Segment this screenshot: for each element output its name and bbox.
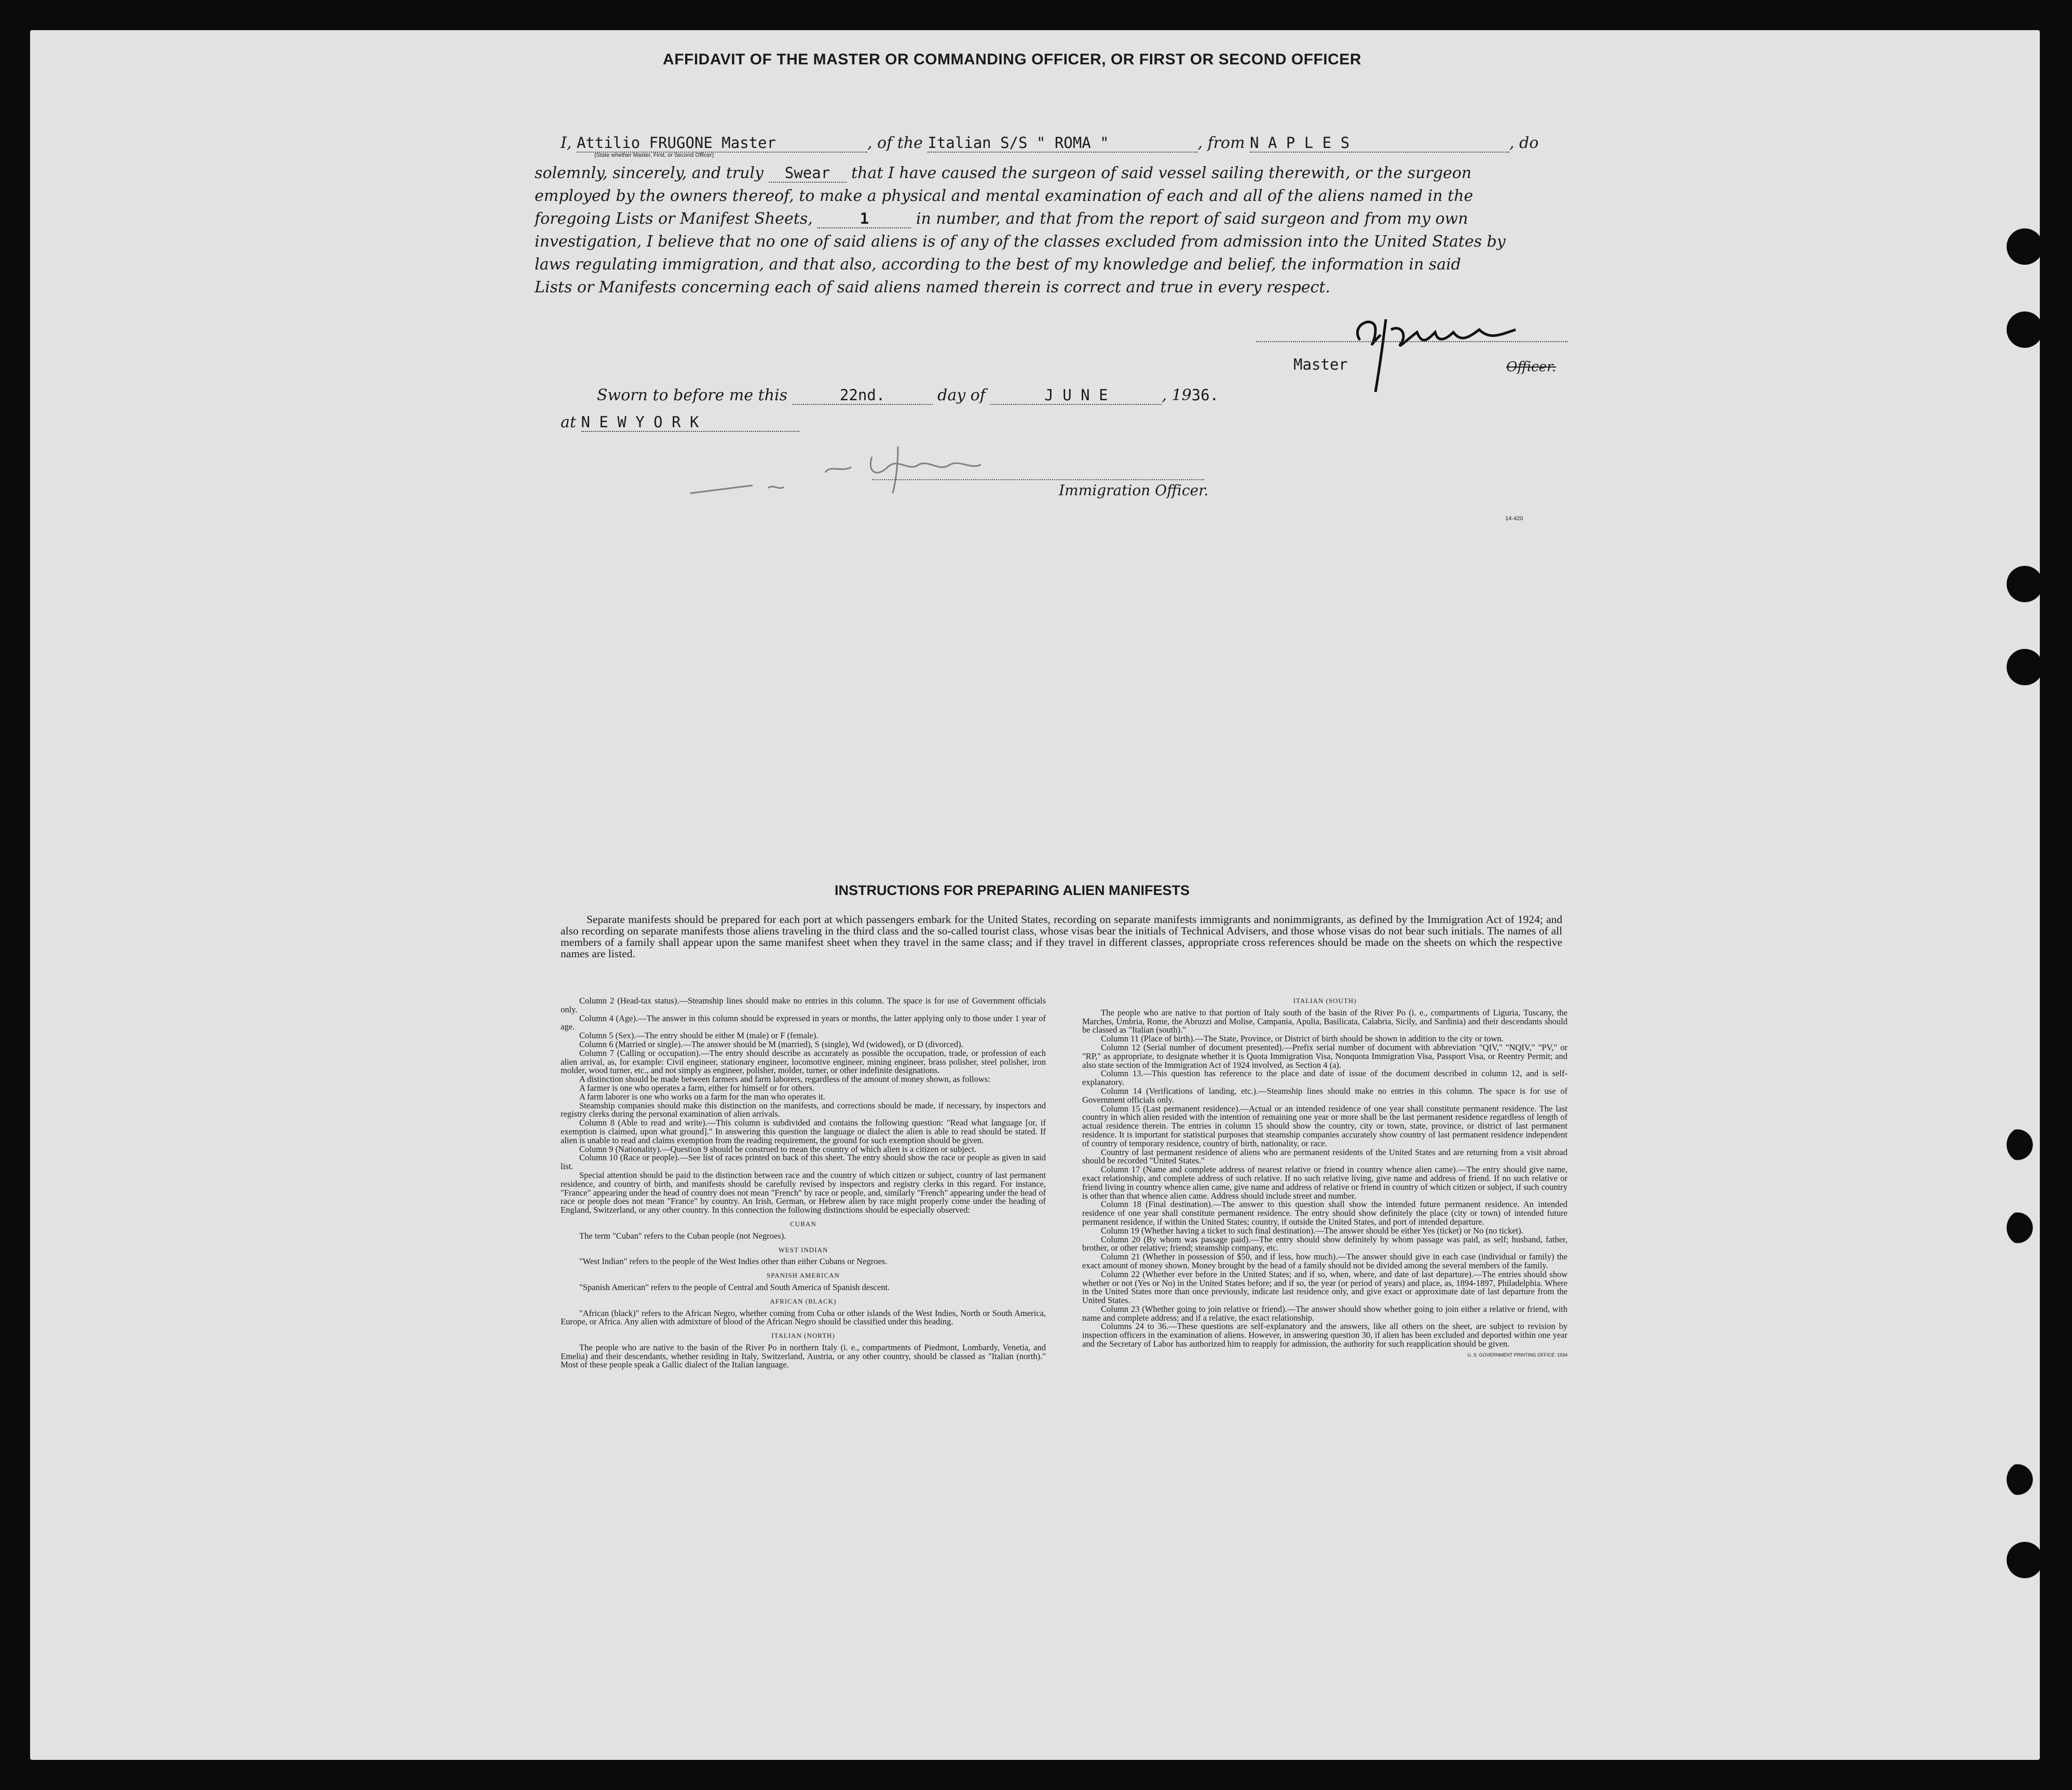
- instruction-paragraph: Column 15 (Last permanent residence).—Actual or an intended residence of one year shall constitute permanent residence. The last country in which alien resided with the intention of remaining one year or more shall be the last permanent residence regardless of length of actual residence therein. The entries in column 15 should show the country, city or town, state, province, or district of last permanent residence. It is important for statistical purposes that steamship companies accurately show country of last permanent residence independent of country of temporary residence, country of birth, nationality, or race.: [1082, 1103, 1567, 1148]
- instruction-paragraph: Column 21 (Whether in possession of $50, and if less, how much).—The answer should give in each case (individual or family) the exact amount of money shown. Money brought by the head of a family should not be divided among the several members of the family.: [1082, 1252, 1567, 1270]
- immigration-officer-signature: [680, 436, 991, 509]
- instruction-paragraph: Column 6 (Married or single).—The answer should be M (married), S (single), Wd (widowed), or D (divorced).: [579, 1039, 963, 1049]
- month-field: J U N E: [990, 386, 1162, 405]
- instruction-paragraph: Column 12 (Serial number of document presented).—Prefix serial number of document with abbreviation "QIV," "NQIV," "PV," or "RP," as appropriate, to designate whether it is Quota Immigration Visa, Nonquota Immigration Visa, Passport Visa, or Reentry Permit; and also state section of the Immigration Act of 1924 involved, as Section 4 (a).: [1082, 1042, 1567, 1070]
- instruction-paragraph: Column 11 (Place of birth).—The State, Province, or District of birth should be shown in addition to the city or town.: [1101, 1034, 1504, 1044]
- instruction-paragraph: A farmer is one who operates a farm, either for himself or for others.: [579, 1082, 815, 1093]
- binder-hole: [2007, 1210, 2043, 1246]
- binder-hole: [2007, 228, 2043, 265]
- binder-hole: [2007, 1461, 2043, 1498]
- affidavit-line-5: investigation, I believe that no one of said aliens is of any of the classes excluded from admission into the United States by: [535, 233, 1506, 251]
- printer-imprint: U. S. GOVERNMENT PRINTING OFFICE: 1934: [1467, 1352, 1567, 1358]
- binder-hole: [2007, 1542, 2043, 1578]
- oath-field: Swear: [769, 164, 847, 183]
- heading-italian-north: ITALIAN (NORTH): [771, 1332, 835, 1340]
- officer-struck-label: Officer.: [1506, 359, 1556, 375]
- instruction-paragraph: Column 10 (Race or people).—See list of races printed on back of this sheet. The entry should show the race or people as given in said list.: [561, 1152, 1046, 1172]
- instruction-paragraph: Column 14 (Verifications of landing, etc.).—Steamship lines should make no entries in this column. The space is for use of Government officials only.: [1082, 1086, 1567, 1105]
- affidavit-line-1: I, Attilio FRUGONE Master , of the Italian S/S " ROMA " , from N A P L E S , do: [561, 134, 1539, 152]
- instruction-paragraph: The people who are native to the basin of the River Po in northern Italy (i. e., compartments of Piedmont, Lombardy, Venetia, and Emelia) and their descendants, whether residing in Italy, Switzerland, Austria, or any other country, should be classed as "Italian (north)." Most of these people speak a Gallic dialect of the Italian language.: [561, 1342, 1046, 1370]
- instruction-paragraph: Column 13.—This question has reference to the place and date of issue of the document described in column 12, and is self-explanatory.: [1082, 1068, 1567, 1088]
- instruction-paragraph: "Spanish American" refers to the people of Central and South America of Spanish descent.: [579, 1282, 890, 1292]
- binder-hole: [2007, 1127, 2043, 1163]
- instruction-paragraph: Column 20 (By whom was passage paid).—The entry should show definitely by whom passage was paid, as self; husband, father, brother, or other relative; friend; steamship company, etc.: [1082, 1234, 1567, 1253]
- instruction-paragraph: A farm laborer is one who works on a farm for the man who operates it.: [579, 1091, 825, 1102]
- instructions-title: INSTRUCTIONS FOR PREPARING ALIEN MANIFESTS: [834, 883, 1190, 898]
- instructions-left-column: [561, 997, 1046, 1369]
- place-field: N E W Y O R K: [581, 413, 799, 432]
- instruction-paragraph: Column 9 (Nationality).—Question 9 should be construed to mean the country of which alien is a citizen or subject.: [579, 1144, 977, 1154]
- instruction-paragraph: Special attention should be paid to the distinction between race and the country of which citizen or subject, country of last permanent residence, and country of birth, and manifests should be carefully revised by inspectors and registry clerks in this regard. For instance, "France" appearing under the head of country does not mean "French" by race or people, and, similarly "French" appearing under the head of race or people does not mean "France" by country. An Irish, German, or Hebrew alien by race might properly come under the heading of England, Switzerland, or any other country. In this connection the following distinctions should be especially observed:: [561, 1170, 1046, 1215]
- heading-italian-south: ITALIAN (SOUTH): [1293, 997, 1357, 1005]
- affidavit-line-2: solemnly, sincerely, and truly Swear that I have caused the surgeon of said vessel sailing therewith, or the surgeon: [535, 164, 1472, 182]
- instruction-paragraph: Country of last permanent residence of aliens who are permanent residents of the United States and are returning from a visit abroad should be recorded "United States.": [1082, 1147, 1567, 1166]
- immigration-officer-label: Immigration Officer.: [1059, 482, 1209, 499]
- instruction-paragraph: "West Indian" refers to the people of the West Indies other than either Cubans or Negroes.: [579, 1256, 888, 1267]
- master-name-field: Attilio FRUGONE Master: [577, 134, 867, 153]
- instructions-intro: Separate manifests should be prepared for each port at which passengers embark for the United States, recording on separate manifests immigrants and nonimmigrants, as defined by the Immigration Act of 1924; and also recording on separate manifests those aliens traveling in the third class and the so-called tourist class, whose visas bear the initials of Technical Advisers, and those whose visas do not bear such initials. The names of all members of a family shall appear upon the same manifest sheet when they travel in the same class; and if they travel in different classes, appropriate cross references should be made on the sheets on which the respective names are listed.: [561, 913, 1562, 960]
- instruction-paragraph: Column 23 (Whether going to join relative or friend).—The answer should show whether going to join either a relative or friend, with name and complete address; and if a relative, the exact relationship.: [1082, 1304, 1567, 1323]
- affidavit-line-6: laws regulating immigration, and that also, according to the best of my knowledge and belief, the information in said: [535, 255, 1461, 274]
- sworn-line: Sworn to before me this 22nd. day of J U N E , 1936.: [597, 386, 1219, 404]
- instruction-paragraph: The people who are native to that portion of Italy south of the basin of the River Po (i. e., compartments of Liguria, Tuscany, the Marches, Umbria, Rome, the Abruzzi and Molise, Campania, Apulia, Basilicata, Calabria, Sicily, and Sardinia) and their descendants should be classed as "Italian (south).": [1082, 1007, 1567, 1035]
- instruction-paragraph: Column 19 (Whether having a ticket to such final destination).—The answer should be either Yes (ticket) or No (no ticket).: [1101, 1225, 1523, 1236]
- binder-hole: [2007, 311, 2043, 348]
- instruction-paragraph: The term "Cuban" refers to the Cuban people (not Negroes).: [579, 1230, 786, 1241]
- heading-west-indian: WEST INDIAN: [778, 1245, 828, 1254]
- affidavit-line-3: employed by the owners thereof, to make a physical and mental examination of each and all of the aliens named in the: [535, 187, 1474, 205]
- instruction-paragraph: Column 8 (Able to read and write).—This column is subdivided and contains the following question: "Read what language [or, if exemption is claimed, upon what ground]." In answering this question the language or dialect the alien is able to read should be stated. If alien is unable to read and claims exemption from the reading requirement, the ground for such exemption should be given.: [561, 1118, 1046, 1145]
- officer-signature-line: [872, 479, 1204, 480]
- form-number: 14-420: [1505, 516, 1523, 522]
- instruction-paragraph: "African (black)" refers to the African Negro, whether coming from Cuba or other islands of the West Indies, North or South America, Europe, or Africa. Any alien with admixture of blood of the African Negro should be classified under this heading.: [561, 1308, 1046, 1327]
- heading-spanish-american: SPANISH AMERICAN: [767, 1271, 840, 1280]
- instruction-paragraph: A distinction should be made between farmers and farm laborers, regardless of the amount of money shown, as follows:: [579, 1074, 990, 1084]
- instructions-right-column: [1082, 997, 1567, 1360]
- instruction-paragraph: Columns 24 to 36.—These questions are self-explanatory and the answers, like all others on the sheet, are subject to revision by inspection officers in the examination of aliens. However, in answering question 30, if alien has been excluded and deported within one year and the Secretary of Labor has authorized him to reapply for admission, the authority for such reapplication should be given.: [1082, 1321, 1567, 1349]
- binder-hole: [2007, 566, 2043, 602]
- instruction-paragraph: Column 17 (Name and complete address of nearest relative or friend in country whence alien came).—The entry should give name, exact relationship, and complete address of such relative. If no such relative living, give name and address of friend. If no such relative or friend living in country whence alien came, give name and address of relative or friend in country of which citizen or subject, if such country is other than that whence alien came. Address should include street and number.: [1082, 1164, 1567, 1201]
- instruction-paragraph: Column 18 (Final destination).—The answer to this question shall show the intended future permanent residence. An intended residence of one year shall constitute permanent residence. The entry should show definitely the place (city or town) of intended future permanent residence, if within the United States; country, if outside the United States, and port of intended departure.: [1082, 1199, 1567, 1227]
- binder-hole: [2007, 649, 2043, 685]
- instruction-paragraph: Steamship companies should make this distinction on the manifests, and corrections should be made, if necessary, by inspectors and registry clerks during the personal examination of alien arrivals.: [561, 1100, 1046, 1119]
- instruction-paragraph: Column 5 (Sex).—The entry should be either M (male) or F (female).: [579, 1030, 819, 1041]
- sheet-count-field: 1: [817, 210, 911, 228]
- instruction-paragraph: Column 2 (Head-tax status).—Steamship lines should make no entries in this column. The space is for use of Government officials only.: [561, 996, 1046, 1014]
- heading-african: AFRICAN (BLACK): [770, 1297, 837, 1305]
- year-field: 36.: [1191, 386, 1219, 404]
- place-line: at N E W Y O R K: [561, 413, 1599, 432]
- instruction-paragraph: Column 4 (Age).—The answer in this column should be expressed in years or months, the latter applying only to those under 1 year of age.: [561, 1013, 1046, 1032]
- rank-note: (State whether Master, First, or Second Officer): [594, 152, 714, 158]
- signature-line: [1256, 341, 1567, 342]
- affidavit-line-4: foregoing Lists or Manifest Sheets, 1 in number, and that from the report of said surgeon and from my own: [535, 210, 1468, 228]
- port-field: N A P L E S: [1250, 134, 1509, 153]
- affidavit-line-7: Lists or Manifests concerning each of said aliens named therein is correct and true in every respect.: [535, 278, 1330, 296]
- affidavit-title: AFFIDAVIT OF THE MASTER OR COMMANDING OFFICER, OR FIRST OR SECOND OFFICER: [663, 51, 1361, 68]
- heading-cuban: CUBAN: [790, 1219, 816, 1228]
- instruction-paragraph: Column 7 (Calling or occupation).—The entry should describe as accurately as possible the occupation, trade, or profession of each alien arrival, as, for example: Civil engineer, stationary engineer, locomotive engineer, mining engineer, brass polisher, steel polisher, iron molder, wood turner, etc., and not simply as engineer, polisher, molder, turner, or other indefinite designations.: [561, 1048, 1046, 1076]
- day-field: 22nd.: [793, 386, 933, 405]
- instruction-paragraph: Column 22 (Whether ever before in the United States; and if so, when, where, and date of last departure).—The entries should show whether or not (Yes or No) in the United States before; and if so, the year (or period of years) and place, as, 1894-1897, Philadelphia. Where in the United States more than once previously, indicate last residence only, and give exact or approximate date of last departure from the United States.: [1082, 1269, 1567, 1306]
- master-signature: [1344, 293, 1562, 397]
- master-label: Master: [1293, 356, 1348, 373]
- vessel-field: Italian S/S " ROMA ": [928, 134, 1197, 153]
